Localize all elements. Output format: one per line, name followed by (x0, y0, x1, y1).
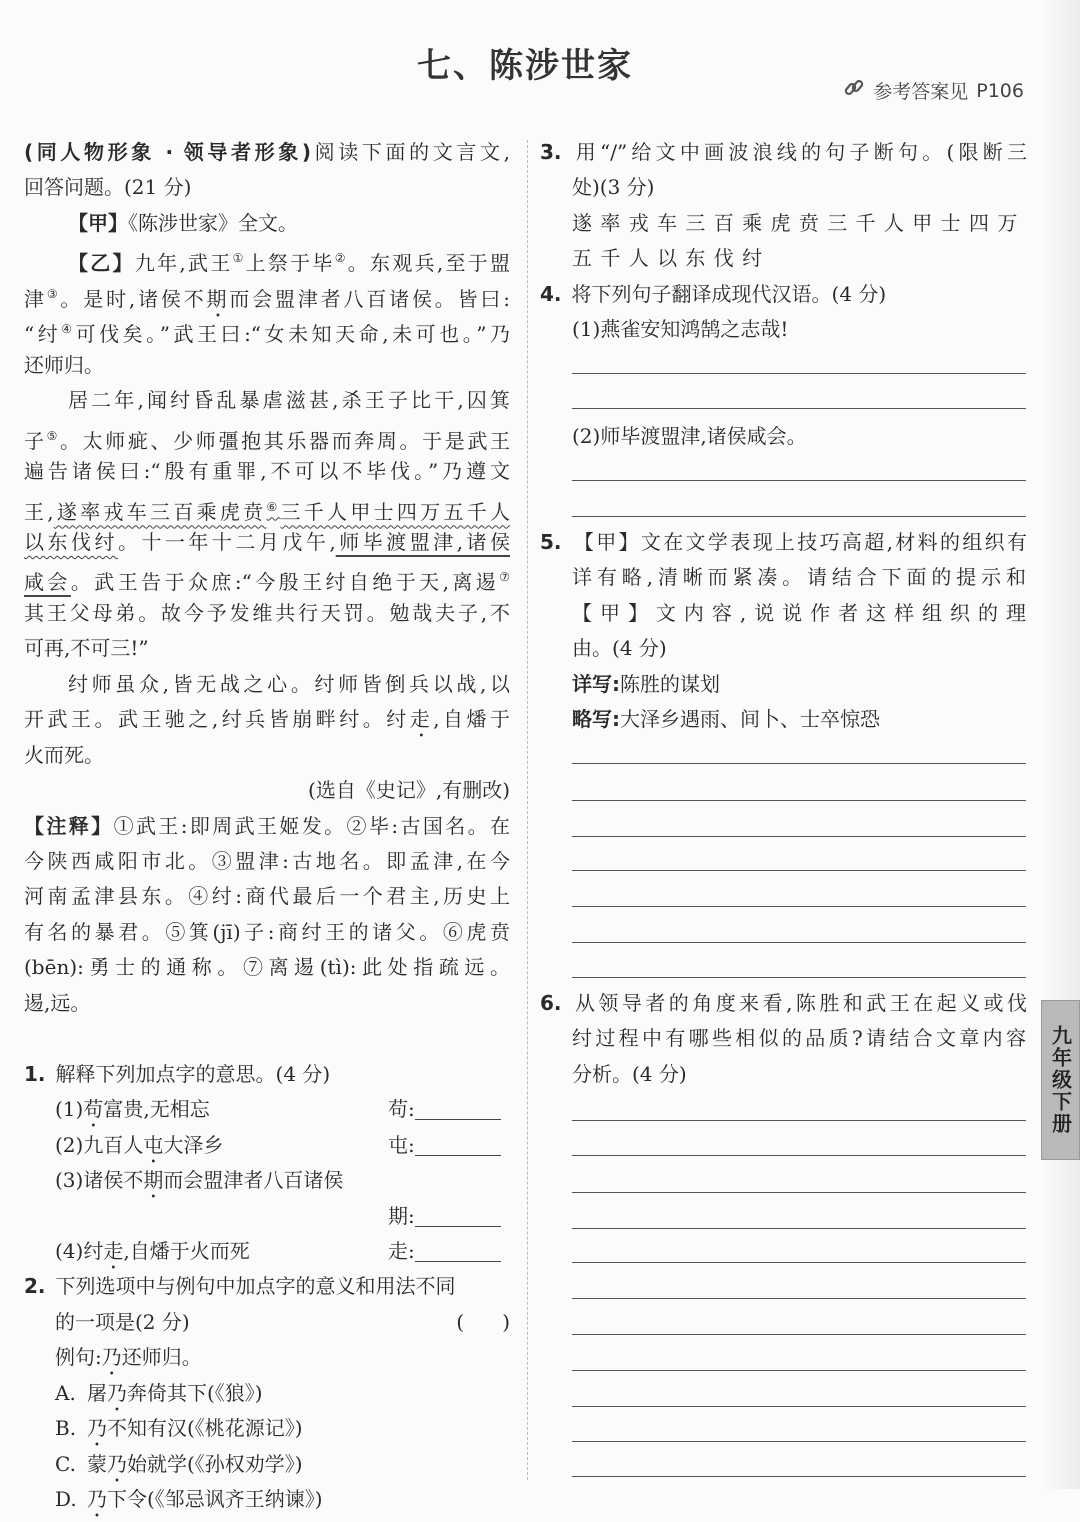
question-stem: 处)(3 分) (572, 175, 655, 200)
passage-text: 《陈涉世家》全文。 (128, 210, 298, 235)
item-text: 而会盟津者八百诸侯 (163, 1168, 344, 1193)
passage-line (24, 740, 510, 770)
q1-item (55, 1130, 415, 1160)
passage-text: 有名的暴君。⑤箕(jī)子:商纣王的诸父。⑥虎贲 (24, 919, 510, 944)
answer-line[interactable] (572, 516, 1026, 517)
passage-text: 逷,远。 (24, 990, 91, 1015)
passage-text: 阅读下面的文言文, (310, 140, 510, 164)
q1-item (55, 1236, 415, 1266)
passage-text: (选自《史记》,有删改) (308, 778, 510, 803)
q5-stem-line (572, 562, 1026, 592)
passage-line (24, 704, 510, 734)
answer-line[interactable] (572, 942, 1026, 943)
passage-text: 而会盟津者八百诸侯。皆曰: (229, 286, 510, 311)
passage-text: 遍告诸侯曰:“殷有重罪,不可以不毕伐。”乃遵文 (24, 459, 510, 484)
answer-line[interactable] (572, 480, 1026, 481)
sentence: (2)师毕渡盟津,诸侯咸会。 (572, 423, 807, 448)
q1-answer (388, 1094, 513, 1124)
q3-text (572, 243, 1026, 273)
q1-answer (388, 1201, 513, 1231)
question-4 (540, 279, 1027, 309)
passage-line (68, 669, 510, 699)
answer-blank[interactable] (415, 1204, 501, 1227)
passage-text: 其王父母弟。故今予发维共行天罚。勉哉夫子,不 (24, 600, 510, 625)
q5-stem-line (572, 633, 667, 663)
q1-item (55, 1165, 415, 1195)
passage-line (24, 775, 510, 805)
passage-text: 回答问题。(21 分) (24, 175, 192, 200)
item-text: 富贵,无相忘 (103, 1097, 210, 1122)
question-stem: 【甲】文在文学表现上技巧高超,材料的组织有 (571, 529, 1027, 554)
answer-line[interactable] (572, 1120, 1026, 1121)
answer-label: 屯: (388, 1132, 415, 1157)
question-number: 6. (540, 990, 562, 1015)
passage-line (24, 881, 510, 911)
passage-text: 今陕西咸阳市北。③盟津:古地名。即孟津,在今 (24, 849, 510, 873)
answer-line[interactable] (572, 1262, 1026, 1263)
passage-text: 以东伐纣 (24, 529, 118, 554)
question-3 (540, 137, 1027, 167)
option-text: 屠 (87, 1380, 107, 1405)
question-1 (24, 1059, 510, 1089)
bold-label: 【注释】 (24, 813, 114, 838)
reference-text: 参考答案见 (873, 81, 969, 103)
answer-line[interactable] (572, 1441, 1026, 1442)
passage-text: 河南孟津县东。④纣:商代最后一个君主,历史上 (24, 884, 510, 909)
dotted-char: 期 (143, 1168, 164, 1193)
option-c[interactable] (55, 1449, 495, 1479)
passage-line (68, 385, 510, 415)
passage-line (24, 350, 510, 380)
answer-label: 走: (388, 1238, 415, 1263)
dotted-char: 乃 (107, 1451, 127, 1476)
page-edge-shadow (1040, 0, 1080, 1489)
item-text: ,自燔于火而死 (123, 1238, 250, 1263)
q5-brief (572, 704, 1026, 734)
q1-answer (388, 1236, 513, 1266)
passage-text: “纣 (24, 322, 62, 347)
answer-line[interactable] (572, 1192, 1026, 1193)
passage-text: 。是时,诸侯不 (60, 286, 207, 311)
passage-text: ⑤ (46, 428, 61, 443)
answer-line[interactable] (572, 1298, 1026, 1299)
option-letter: C. (55, 1451, 76, 1476)
answer-line[interactable] (572, 1476, 1026, 1477)
answer-blank[interactable] (415, 1133, 501, 1156)
passage-text: 可再,不可三!” (24, 636, 149, 661)
dotted-char: 苟 (83, 1097, 104, 1122)
answer-line[interactable] (572, 1370, 1026, 1371)
answer-bracket[interactable]: ( ) (456, 1309, 510, 1334)
q3-stem-cont (572, 172, 972, 202)
answer-blank[interactable] (415, 1097, 501, 1120)
passage-text: 火而死。 (24, 742, 104, 767)
passage-text: 子 (24, 428, 47, 453)
answer-line[interactable] (572, 977, 1026, 978)
passage-text: 可伐矣。”武王曰:“女未知天命,未可也。”乃 (75, 322, 510, 347)
passage-text: 咸会 (24, 570, 71, 595)
passage-text: 开武王。武王驰之,纣兵皆崩畔纣。纣 (24, 707, 410, 732)
question-stem: 由。(4 分) (572, 636, 667, 661)
answer-line[interactable] (572, 1406, 1026, 1407)
passage-text: 津 (24, 286, 47, 311)
example-text: 还师归。 (121, 1345, 202, 1370)
passage-line (24, 988, 510, 1018)
question-stem: 下列选项中与例句中加点字的意义和用法不同 (55, 1274, 456, 1299)
answer-blank[interactable] (415, 1239, 501, 1262)
item-text: (2)九百人 (55, 1132, 144, 1157)
answer-line[interactable] (572, 763, 1026, 764)
item-text: (1) (55, 1097, 84, 1122)
passage-text: 。武王告于众庶:“今殷王纣自绝于天,离逷 (70, 570, 500, 595)
grade-side-tab (1041, 1000, 1080, 1160)
passage-line (24, 598, 510, 628)
dotted-char: 走 (103, 1238, 124, 1263)
brief-text: 大泽乡遇雨、间卜、士卒惊恐 (620, 707, 880, 732)
passage-text: ①武王:即周武王姬发。②毕:古国名。在 (113, 813, 511, 838)
option-text: 奔倚其下(《狼》) (127, 1380, 263, 1405)
passage-line (24, 633, 510, 663)
question-stem: 详有略,清晰而紧凑。请结合下面的提示和 (572, 565, 1026, 590)
sentence: (1)燕雀安知鸿鹄之志哉! (572, 317, 789, 342)
link-icon (843, 77, 865, 104)
question-number: 1. (24, 1061, 46, 1086)
passage-line (24, 562, 511, 595)
passage-text: 。东观兵,至于盟 (347, 251, 511, 276)
dotted-char: 乃 (87, 1487, 107, 1512)
passage-text: (bēn):勇士的通称。⑦离逷(tì):此处指疏远。 (24, 955, 510, 980)
question-2-stem (55, 1307, 510, 1337)
item-text: (4)纣 (55, 1238, 104, 1263)
question-number: 3. (540, 140, 562, 164)
option-letter: D. (55, 1487, 77, 1512)
dotted-char: 乃 (101, 1345, 122, 1370)
dotted-char: 乃 (87, 1416, 107, 1441)
passage-text: ④ (61, 322, 76, 337)
dotted-char: 乃 (107, 1380, 127, 1405)
question-5 (540, 527, 1027, 557)
answer-reference (843, 77, 1024, 104)
question-number: 2. (24, 1274, 46, 1299)
passage-text: 。十一年十二月戊午, (117, 529, 336, 554)
q1-answer (388, 1130, 513, 1160)
question-stem: 纣过程中有哪些相似的品质?请结合文章内容 (572, 1026, 1026, 1051)
passage-text: 期 (206, 286, 230, 311)
q5-stem-line (572, 598, 1026, 628)
example-sentence (55, 1342, 455, 1372)
question-2 (24, 1271, 510, 1301)
example-text: 例句: (55, 1345, 102, 1370)
passage-text: ② (334, 251, 348, 266)
passage-text: 王, (24, 499, 54, 524)
passage-text: 上祭于毕 (245, 251, 335, 276)
passage-line (24, 811, 510, 841)
passage-text: 师毕渡盟津,诸侯 (335, 529, 511, 554)
passage-text: 纣师虽众,皆无战之心。纣师皆倒兵以战,以 (68, 671, 510, 696)
option-text: 不知有汉(《桃花源记》) (107, 1416, 303, 1441)
q1-item (55, 1094, 415, 1124)
option-a[interactable] (55, 1378, 495, 1408)
question-stem: 分析。(4 分) (572, 1061, 687, 1086)
answer-line[interactable] (572, 870, 1026, 871)
page-title: 七、陈涉世家 (417, 46, 633, 86)
passage-line (24, 917, 510, 947)
passage-text: 。太师疵、少师彊抱其乐器而奔周。于是武王 (60, 428, 511, 453)
passage-text: 还师归。 (24, 352, 104, 377)
q5-detail (572, 669, 1026, 699)
answer-line[interactable] (572, 1228, 1026, 1229)
option-b[interactable] (55, 1413, 495, 1443)
passage-text: ,自燔于 (433, 707, 511, 732)
brief-label: 略写: (572, 707, 620, 732)
side-tab-label: 九年级下册 (1048, 1025, 1073, 1135)
option-text: 下令(《邹忌讽齐王纳谏》) (107, 1487, 323, 1512)
bold-label: (同人物形象 · 领导者形象) (24, 140, 311, 164)
passage-text: 走 (409, 707, 434, 732)
passage-text: ① (232, 251, 246, 266)
question-number: 5. (540, 529, 562, 554)
passage-line (24, 952, 510, 982)
answer-label: 苟: (388, 1097, 415, 1122)
passage-line (24, 314, 510, 347)
dotted-char: 屯 (143, 1132, 164, 1157)
question-stem: 将下列句子翻译成现代汉语。(4 分) (571, 281, 887, 306)
punctuation-text: 遂 率 戎 车 三 百 乘 虎 贲 三 千 人 甲 士 四 万 (572, 210, 1019, 235)
passage-text: 九年,武王 (134, 251, 233, 276)
question-stem: 【甲】文内容,说说作者这样组织的理 (572, 600, 1026, 625)
question-stem: 的一项是(2 分) (55, 1309, 190, 1334)
passage-line (68, 243, 511, 276)
passage-line (24, 456, 510, 486)
answer-line[interactable] (572, 836, 1026, 837)
question-stem: 从领导者的角度来看,陈胜和武王在起义或伐 (571, 990, 1027, 1015)
passage-text: 遂率戎车三百乘虎贲 (53, 499, 267, 524)
option-letter: A. (55, 1380, 76, 1405)
answer-line[interactable] (572, 408, 1026, 409)
passage-text: ⑥ (266, 499, 281, 514)
question-stem: 用“/”给文中画波浪线的句子断句。(限断三 (571, 140, 1027, 164)
passage-line (24, 279, 510, 309)
punctuation-text: 五 千 人 以 东 伐 纣 (572, 246, 764, 271)
option-text: 始就学(《孙权劝学》) (127, 1451, 303, 1476)
question-stem: 解释下列加点字的意思。(4 分) (55, 1061, 331, 1086)
option-letter: B. (55, 1416, 77, 1441)
passage-line (24, 137, 510, 167)
q4-sentence-1 (572, 314, 1026, 344)
answer-line[interactable] (572, 1155, 1026, 1156)
reference-page: P106 (976, 79, 1024, 102)
question-number: 4. (540, 281, 562, 306)
bold-label: 【甲】 (68, 210, 128, 235)
passage-line (24, 492, 510, 522)
question-6 (540, 988, 1027, 1018)
q4-sentence-2 (572, 421, 1026, 451)
passage-line (24, 421, 510, 451)
q3-text (572, 208, 1026, 238)
passage-text: ③ (46, 286, 61, 301)
q6-stem-line (572, 1023, 1026, 1053)
answer-line[interactable] (572, 906, 1026, 907)
passage-line (24, 846, 510, 876)
item-text: (3)诸侯不 (55, 1168, 144, 1193)
detail-label: 详写: (572, 671, 620, 696)
bold-label: 【乙】 (68, 251, 135, 276)
detail-text: 陈胜的谋划 (620, 671, 720, 696)
answer-line[interactable] (572, 373, 1026, 374)
passage-text: ⑦ (499, 570, 511, 585)
passage-line (24, 527, 510, 557)
answer-line[interactable] (572, 1334, 1026, 1335)
column-divider (527, 140, 528, 1480)
passage-text: 居二年,闻纣昏乱暴虐滋甚,杀王子比干,囚箕 (68, 388, 510, 413)
passage-line (68, 208, 510, 238)
q6-stem-line (572, 1059, 687, 1089)
option-text: 蒙 (87, 1451, 107, 1476)
passage-line (24, 172, 510, 202)
answer-label: 期: (388, 1203, 415, 1228)
item-text: 大泽乡 (163, 1132, 224, 1157)
answer-line[interactable] (572, 800, 1026, 801)
passage-text: 三千人甲士四万五千人 (280, 499, 511, 524)
